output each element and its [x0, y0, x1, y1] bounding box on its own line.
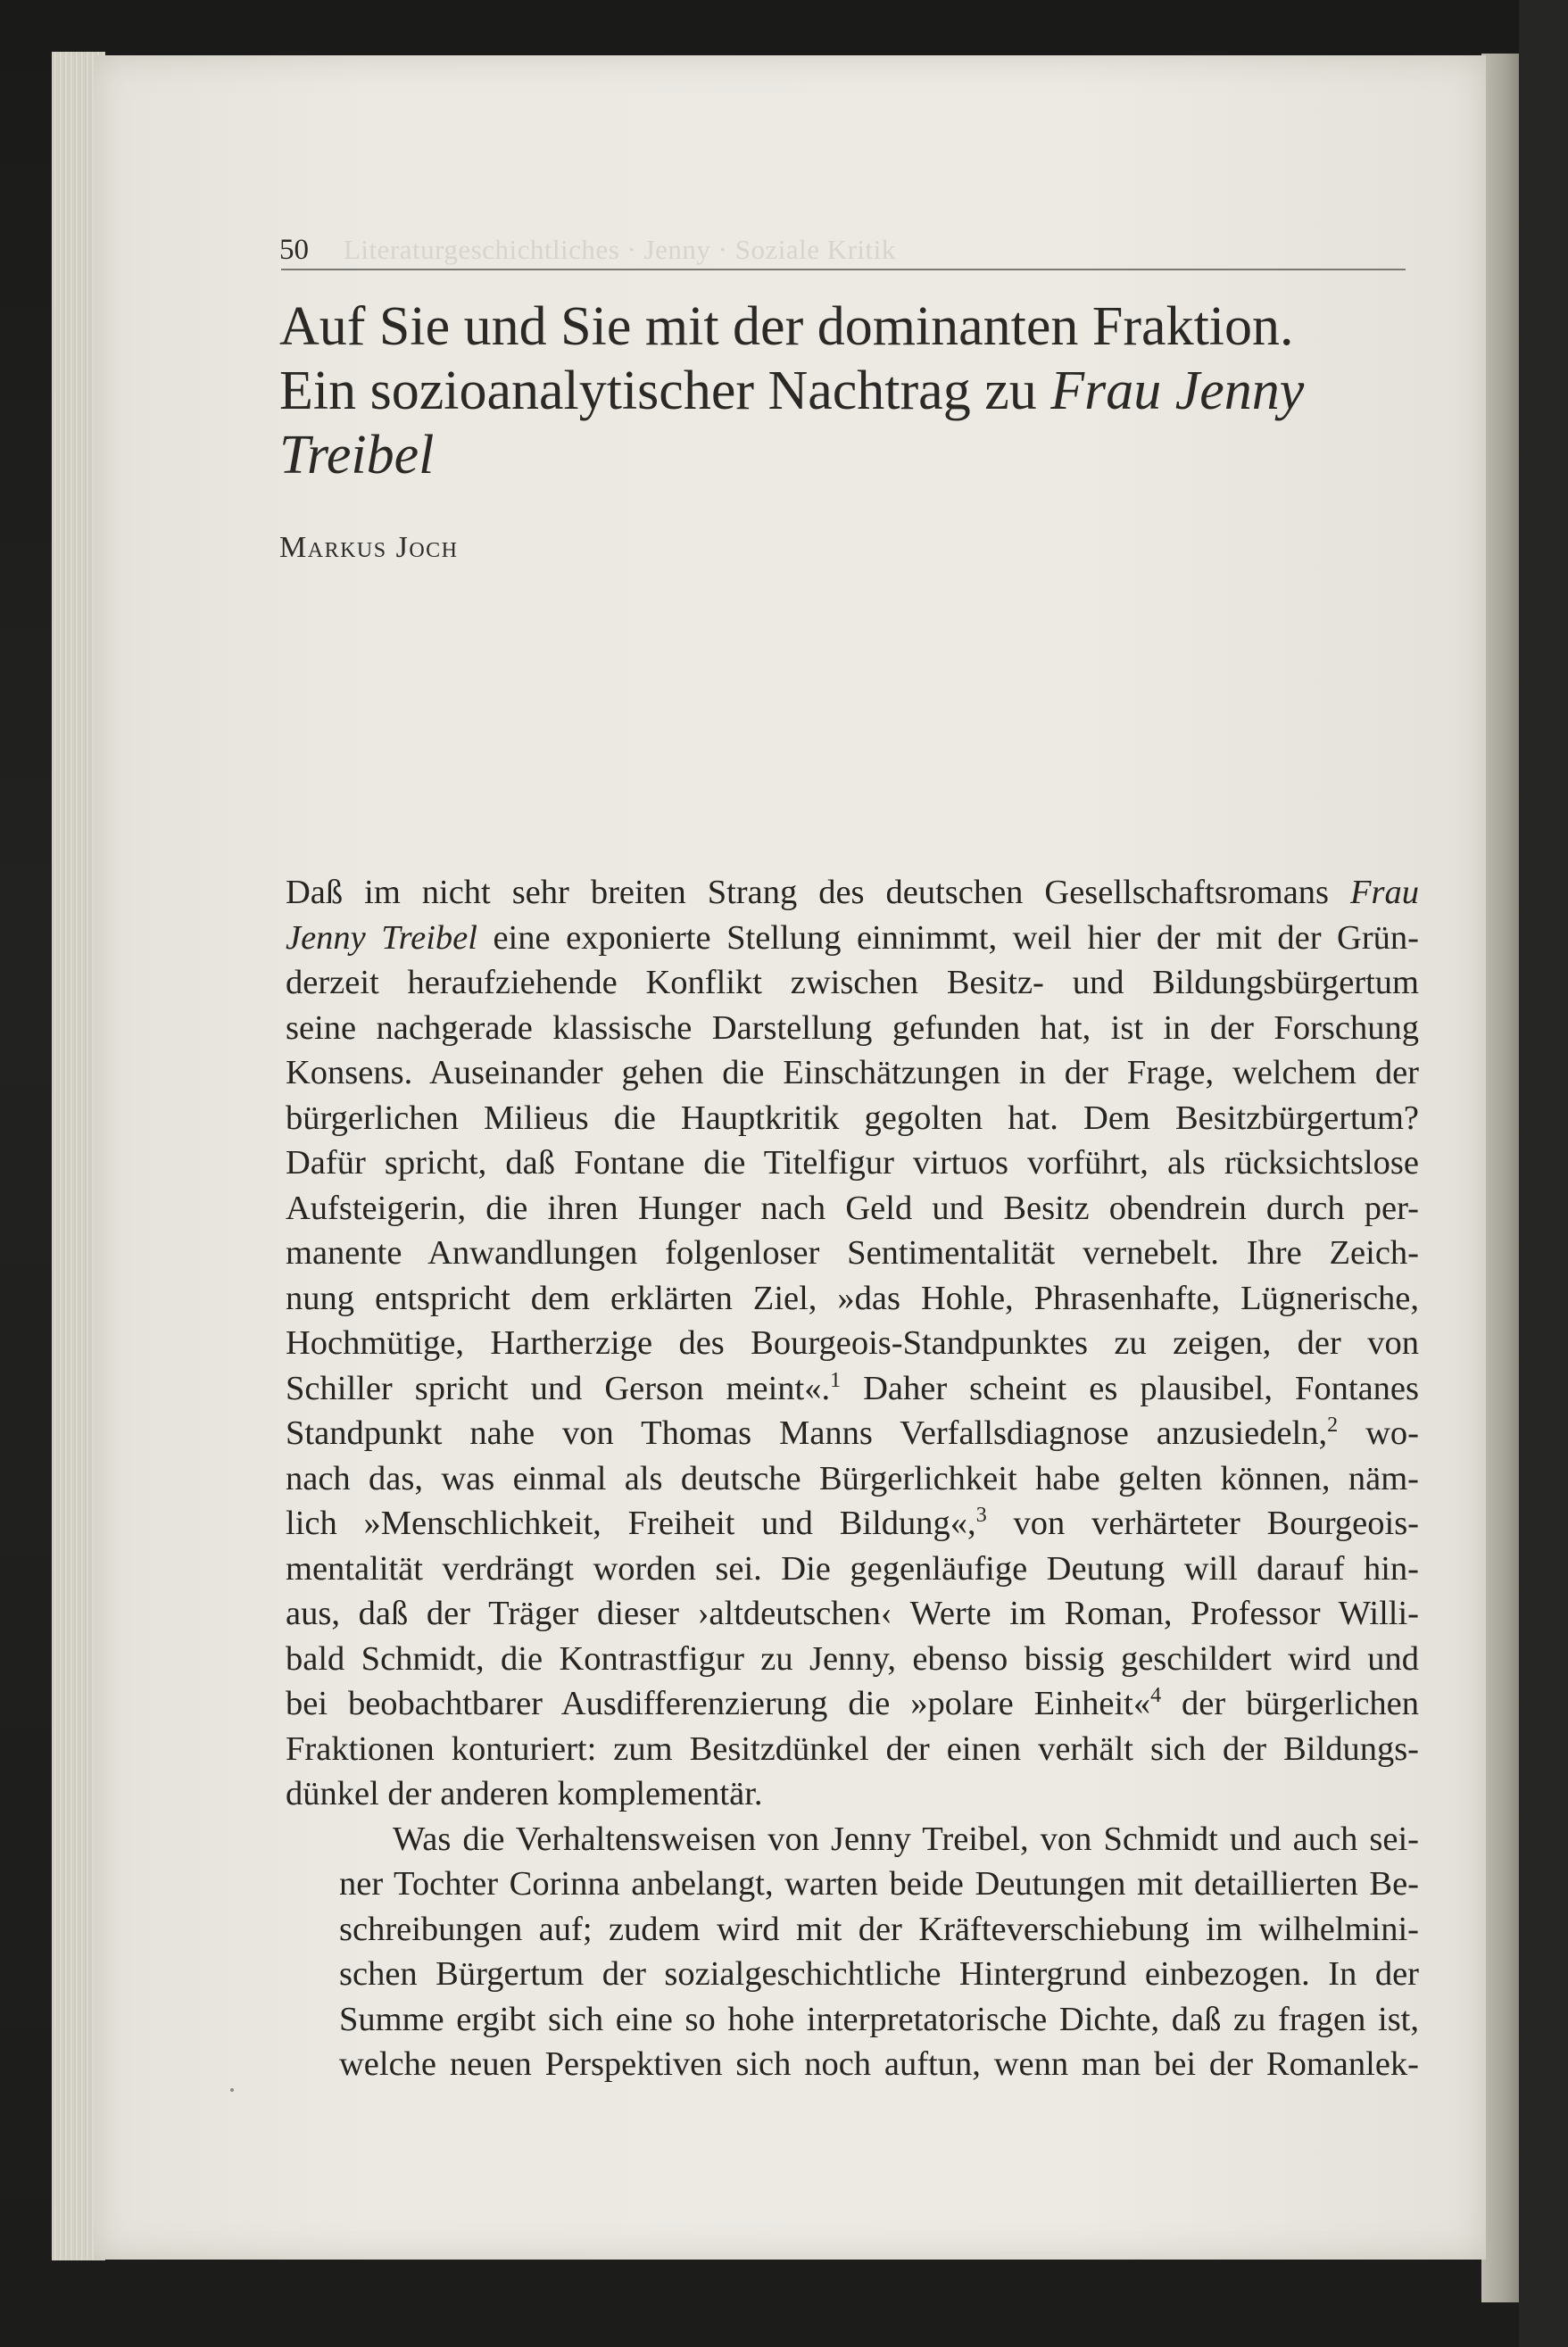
text-line: schen Bürgertum der sozialgeschichtliche Hintergrund einbezogen. In der	[339, 1955, 1419, 1993]
text-line	[286, 1411, 1419, 1456]
text-line	[286, 1050, 1419, 1096]
text-line	[286, 1681, 1419, 1727]
italic-title: Frau	[1350, 874, 1419, 911]
text-line	[286, 1501, 1419, 1547]
book-cover-edge	[1481, 54, 1519, 2302]
title-line-2-text: Ein sozioanalytischer Nachtrag zu	[279, 361, 1051, 421]
text-run: Dafür spricht, daß Fontane die Titelfigur virtuos vorführt, als rücksichtslose	[286, 1144, 1419, 1182]
text-run: lich »Menschlichkeit, Freiheit und Bildung«,	[286, 1505, 976, 1542]
text-line	[286, 1276, 1419, 1322]
text-line	[286, 1637, 1419, 1682]
title-line-3-italic: Treibel	[279, 425, 435, 485]
text-line	[286, 1006, 1419, 1051]
text-line	[286, 1456, 1419, 1502]
text-line	[286, 1140, 1419, 1186]
text-line	[286, 1366, 1419, 1412]
text-line	[286, 1096, 1419, 1141]
paragraph-2	[286, 1817, 1419, 2087]
body-text	[286, 870, 1419, 2087]
text-run: nach das, was einmal als deutsche Bürgerlichkeit habe gelten können, näm-	[286, 1459, 1419, 1497]
running-head: Literaturgeschichtliches · Jenny · Soziale Kritik	[344, 234, 896, 265]
text-run: Fraktionen konturiert: zum Besitzdünkel der einen verhält sich der Bildungs-	[286, 1729, 1419, 1768]
paragraph-1	[286, 870, 1419, 1817]
text-run: seine nachgerade klassische Darstellung gefunden hat, ist in der Forschung	[286, 1008, 1419, 1047]
text-run: Daß im nicht sehr breiten Strang des deutschen Gesellschaftsromans	[286, 874, 1350, 911]
text-line	[286, 1591, 1419, 1637]
text-run: von verhärteter Bourgeois-	[986, 1505, 1419, 1542]
header-rule	[281, 269, 1406, 270]
page-number: 50	[279, 234, 309, 266]
text-run: dünkel der anderen komplementär.	[286, 1775, 763, 1812]
author-name: Markus Joch	[279, 531, 459, 564]
article-title	[279, 294, 1439, 487]
text-run: eine exponierte Stellung einnimmt, weil hier der mit der Grün-	[477, 918, 1419, 957]
text-run: manente Anwandlungen folgenloser Sentimentalität vernebelt. Ihre Zeich-	[286, 1234, 1419, 1272]
text-run: nung entspricht dem erklärten Ziel, »das Hohle, Phrasenhafte, Lügnerische,	[286, 1279, 1419, 1317]
title-line-2	[279, 359, 1439, 423]
title-line-1: Auf Sie und Sie mit der dominanten Fraktion.	[279, 296, 1294, 357]
text-run: der bürgerlichen	[1161, 1685, 1419, 1722]
text-line	[286, 1547, 1419, 1592]
text-line	[286, 870, 1419, 916]
italic-title: Jenny Treibel	[286, 918, 477, 957]
text-run: Konsens. Auseinander gehen die Einschätzungen in der Frage, welchem der	[286, 1054, 1419, 1091]
text-line: Was die Verhaltensweisen von Jenny Treibel, von Schmidt und auch sei-	[393, 1820, 1419, 1858]
text-run: bald Schmidt, die Kontrastfigur zu Jenny, ebenso bissig geschildert wird und	[286, 1639, 1419, 1678]
text-run: derzeit heraufziehende Konflikt zwischen Besitz- und Bildungsbürgertum	[286, 964, 1419, 1001]
text-line	[286, 1231, 1419, 1276]
text-run: Aufsteigerin, die ihren Hunger nach Geld und Besitz obendrein durch per-	[286, 1189, 1419, 1227]
text-line: welche neuen Perspektiven sich noch auftun, wenn man bei der Romanlek-	[339, 2045, 1419, 2083]
text-line	[286, 1321, 1419, 1366]
text-run: Schiller spricht und Gerson meint«.	[286, 1369, 831, 1407]
text-line: schreibungen auf; zudem wird mit der Kräfteverschiebung im wilhelmini-	[339, 1910, 1419, 1948]
title-line-2-italic: Frau Jenny	[1050, 361, 1305, 421]
text-line: ner Tochter Corinna anbelangt, warten beide Deutungen mit detaillierten Be-	[339, 1865, 1419, 1903]
footnote-marker: 1	[830, 1368, 842, 1392]
text-run: mentalität verdrängt worden sei. Die gegenläufige Deutung will darauf hin-	[286, 1549, 1419, 1588]
title-line-3	[279, 423, 1439, 487]
scan-background-right	[1519, 0, 1568, 2347]
text-line	[286, 1186, 1419, 1232]
text-line	[286, 916, 1419, 961]
text-run: aus, daß der Träger dieser ›altdeutschen‹ Werte im Roman, Professor Willi-	[286, 1595, 1419, 1632]
text-line	[286, 1727, 1419, 1772]
text-run: wo-	[1338, 1414, 1419, 1452]
text-run: Standpunkt nahe von Thomas Manns Verfallsdiagnose anzusiedeln,	[286, 1414, 1328, 1452]
text-run: bei beobachtbarer Ausdifferenzierung die »polare Einheit«	[286, 1685, 1151, 1722]
text-run: Daher scheint es plausibel, Fontanes	[841, 1369, 1419, 1407]
footnote-marker: 4	[1150, 1684, 1162, 1707]
text-line	[286, 960, 1419, 1006]
text-line	[286, 1771, 1419, 1817]
text-run: bürgerlichen Milieus die Hauptkritik gegolten hat. Dem Besitzbürgertum?	[286, 1099, 1419, 1137]
footnote-marker: 2	[1327, 1414, 1339, 1437]
paper-speck	[230, 2088, 234, 2092]
footnote-marker: 3	[975, 1504, 987, 1527]
text-run: Hochmütige, Hartherzige des Bourgeois-Standpunktes zu zeigen, der von	[286, 1324, 1419, 1362]
text-line: Summe ergibt sich eine so hohe interpretatorische Dichte, daß zu fragen ist,	[339, 2000, 1419, 2038]
